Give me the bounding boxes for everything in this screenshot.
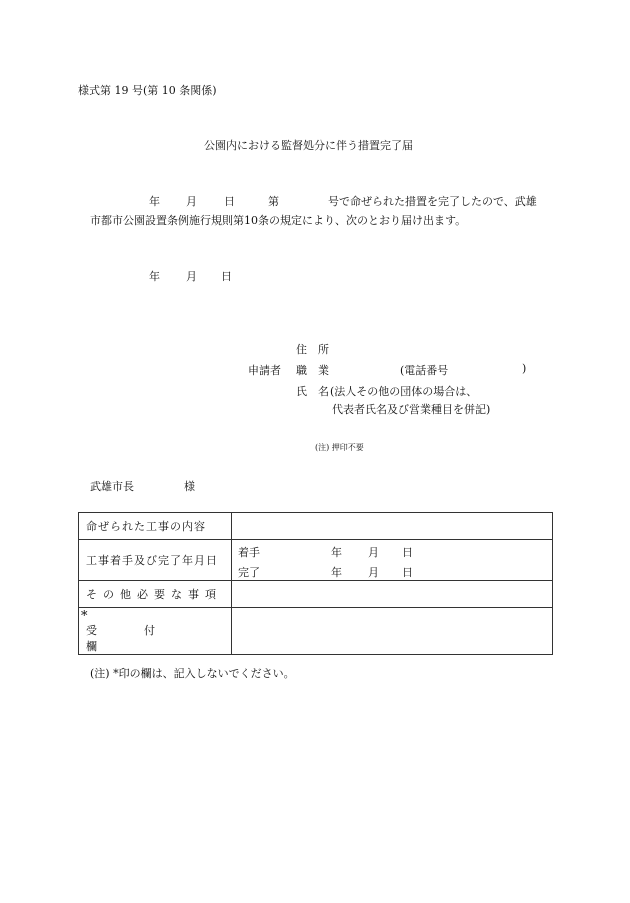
start-label: 着手 [238,546,260,559]
intro-line2: 市都市公園設置条例施行規則第10条の規定により、次のとおり届け出ます。 [90,214,467,227]
footnote: (注) *印の欄は、記入しないでください。 [90,667,295,680]
applicant-label: 申請者 [248,364,281,377]
work-dates-label-cell [79,540,232,581]
start-day: 日 [402,546,413,559]
name-note-line2: 代表者氏名及び営業種目を併記) [332,403,491,416]
table-row [79,608,553,655]
intro-line1: 号で命ぜられた措置を完了したので、武雄 [328,195,537,208]
intro-month: 月 [186,195,197,208]
address-label: 住 所 [296,343,329,356]
reception-label-cell [79,608,232,655]
reception-value [232,608,553,655]
finish-month: 月 [368,566,379,579]
asterisk-mark: * [81,609,88,624]
finish-year: 年 [331,566,342,579]
name-note-line1: (法人その他の団体の場合は、 [330,385,478,398]
form-table [78,512,553,655]
table-row [79,581,553,608]
table-row [79,513,553,540]
work-dates-cell [232,540,553,581]
reception-label: 受付欄 [86,624,202,653]
intro-day: 日 [224,195,235,208]
start-month: 月 [368,546,379,559]
document-title: 公園内における監督処分に伴う措置完了届 [204,139,413,152]
finish-day: 日 [402,566,413,579]
addressee-honorific: 様 [184,480,195,493]
addressee-name: 武雄市長 [90,480,134,493]
date-day: 日 [221,270,232,283]
work-content-label: 命ぜられた工事の内容 [86,520,206,533]
work-content-label-cell [79,513,232,540]
phone-label: (電話番号 [400,364,449,377]
table-row [79,540,553,581]
intro-dai: 第 [268,195,279,208]
work-content-value[interactable] [232,513,553,540]
other-matters-value[interactable] [232,581,553,608]
seal-note: (注) 押印不要 [315,443,364,452]
date-year: 年 [149,270,160,283]
occupation-label: 職 業 [296,364,329,377]
form-number: 様式第 19 号(第 10 条関係) [78,84,217,97]
phone-close: ) [522,362,527,375]
intro-year: 年 [149,195,160,208]
start-date-line[interactable] [232,540,552,560]
start-year: 年 [331,546,342,559]
finish-label: 完了 [238,566,260,579]
finish-date-line[interactable] [232,560,552,580]
other-matters-label-cell [79,581,232,608]
other-matters-label: その他必要な事項 [86,588,222,601]
date-month: 月 [186,270,197,283]
work-dates-label: 工事着手及び完了年月日 [86,554,218,567]
name-label: 氏 名 [296,385,329,398]
